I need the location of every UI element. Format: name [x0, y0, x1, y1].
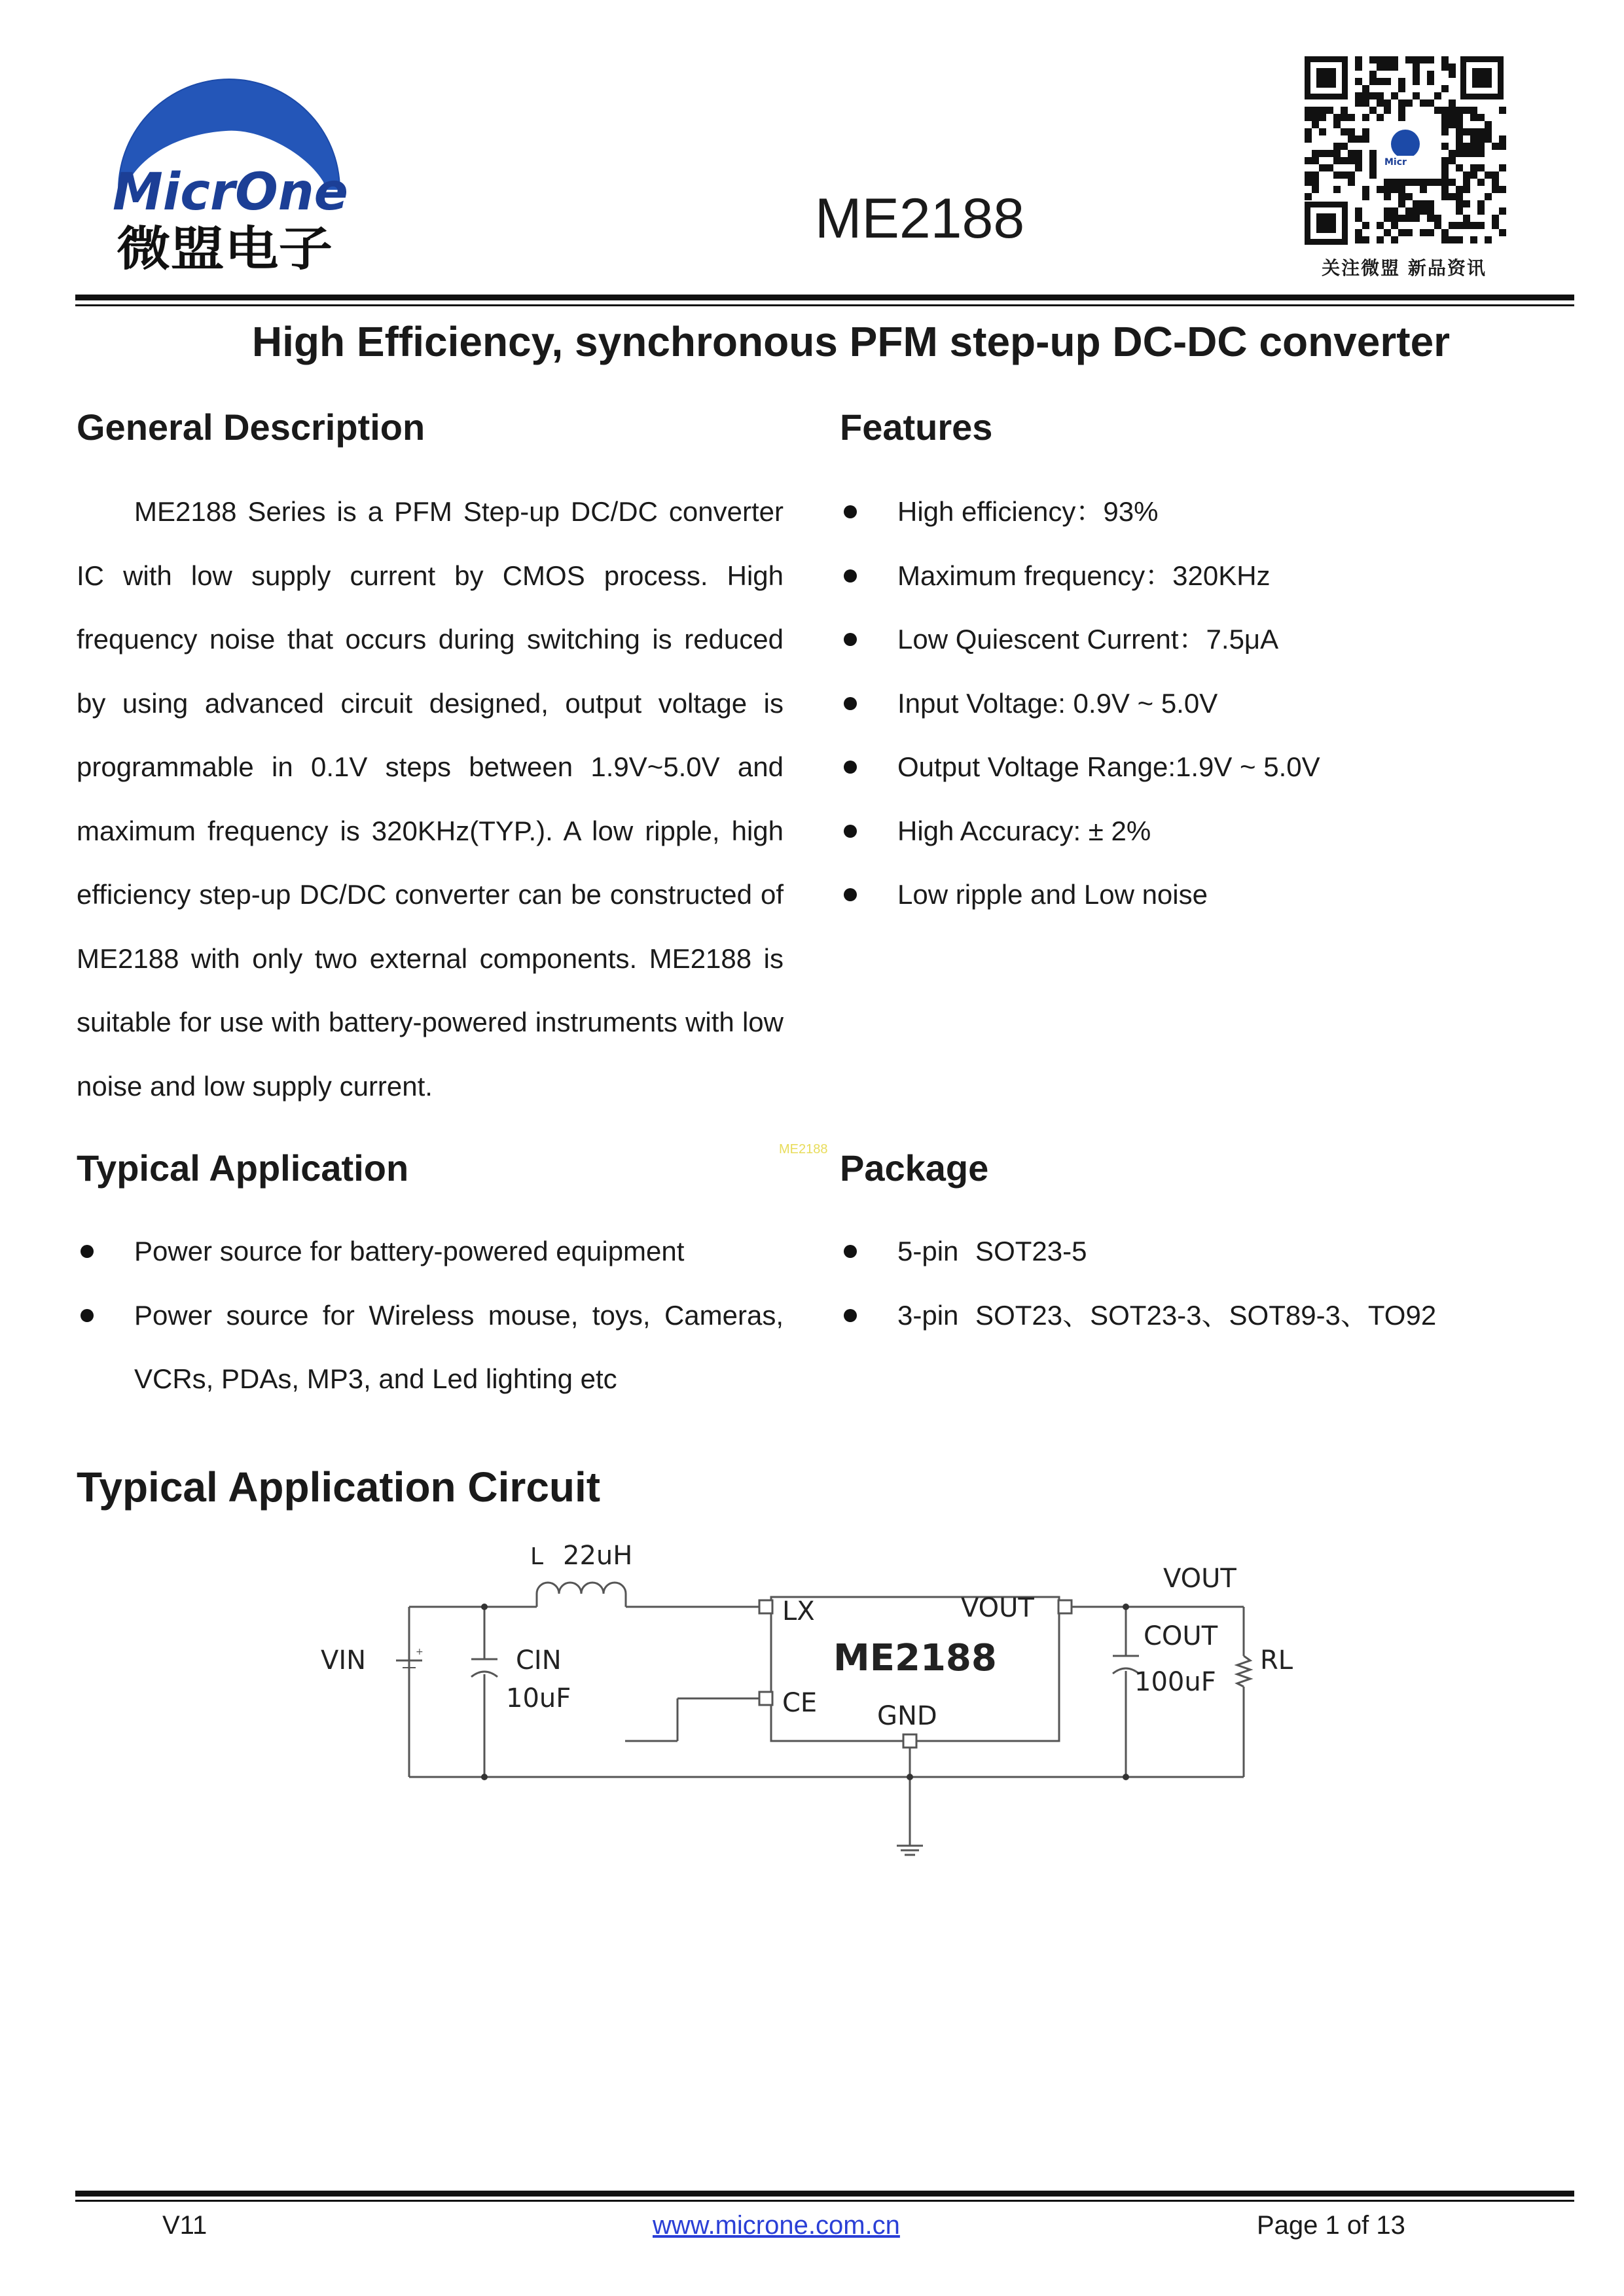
general-description-body	[77, 480, 784, 1118]
typical-application-heading: Typical Application	[77, 1147, 409, 1189]
bullet-icon	[844, 825, 857, 838]
package-list	[840, 1219, 1593, 1347]
features-heading: Features	[840, 406, 993, 448]
package-heading: Package	[840, 1147, 989, 1189]
label-rl: RL	[1260, 1645, 1293, 1676]
label-inductor: L	[530, 1543, 544, 1570]
bullet-icon	[844, 1245, 857, 1258]
label-vout: VOUT	[1163, 1564, 1236, 1594]
footer-version: V11	[162, 2211, 208, 2240]
label-inductor-value: 22uH	[563, 1541, 633, 1571]
bullet-icon	[844, 505, 857, 518]
label-cout-value: 100uF	[1134, 1667, 1216, 1697]
general-description-heading: General Description	[77, 406, 425, 448]
pin-ce-label: CE	[782, 1688, 818, 1718]
qr-caption: 关注微盟 新品资讯	[1322, 257, 1487, 279]
label-cout: COUT	[1144, 1621, 1218, 1651]
bullet-icon	[844, 1309, 857, 1322]
chip-label: ME2188	[833, 1637, 997, 1679]
bullet-icon	[844, 888, 857, 901]
application-circuit-diagram	[308, 1532, 1329, 1878]
package-item: 3-pin SOT23、SOT23-3、SOT89-3、TO92	[840, 1283, 1593, 1348]
label-vin: VIN	[321, 1645, 367, 1676]
doc-code: ME2188	[814, 187, 1025, 250]
pin-lx-label: LX	[782, 1596, 815, 1626]
svg-text:Micr: Micr	[1384, 157, 1407, 168]
microne-logo	[98, 59, 360, 281]
feature-item: Input Voltage: 0.9V ~ 5.0V	[840, 672, 1593, 736]
logo-brand-text: MicrOne	[113, 163, 348, 222]
header-rule-thick	[75, 295, 1574, 300]
package-item: 5-pin SOT23-5	[840, 1219, 1593, 1283]
faint-watermark-text: ME2188	[779, 1142, 828, 1157]
bullet-icon	[81, 1245, 94, 1258]
footer-website-link[interactable]: www.microne.com.cn	[653, 2211, 900, 2240]
logo-chinese-text: 微盟电子	[117, 221, 333, 276]
label-cin: CIN	[516, 1645, 562, 1676]
bullet-icon	[844, 569, 857, 583]
feature-item: Low ripple and Low noise	[840, 863, 1593, 927]
qr-code-image	[1299, 52, 1509, 249]
bullet-icon	[844, 761, 857, 774]
svg-text:+: +	[416, 1647, 424, 1657]
bullet-icon	[844, 633, 857, 646]
footer-rule-thick	[75, 2191, 1574, 2197]
footer-rule-thin	[75, 2200, 1574, 2202]
general-description-text: ME2188 Series is a PFM Step-up DC/DC converter IC with low supply current by CMOS process. High frequency noise that occurs during switching is reduced by using advanced circuit designed, output voltage is programmable in 0.1V steps between 1.9V~5.0V and maximum frequency is 320KHz(TYP.). A low ripple, high efficiency step-up DC/DC converter can be constructed of ME2188 with only two external components. ME2188 is suitable for use with battery-powered instruments with low noise and low supply current.	[77, 496, 784, 1102]
features-list	[840, 480, 1593, 927]
pin-vout-label: VOUT	[961, 1593, 1034, 1623]
feature-item: Low Quiescent Current：7.5μA	[840, 607, 1593, 672]
bullet-icon	[81, 1309, 94, 1322]
label-cin-value: 10uF	[506, 1683, 571, 1713]
feature-item: High Accuracy: ± 2%	[840, 799, 1593, 863]
header-rule-thin	[75, 304, 1574, 306]
footer-page-number: Page 1 of 13	[1257, 2211, 1405, 2240]
page-title: High Efficiency, synchronous PFM step-up DC-DC converter	[251, 318, 1451, 365]
typical-application-list	[77, 1219, 784, 1411]
feature-item: High efficiency：93%	[840, 480, 1593, 544]
bullet-icon	[844, 697, 857, 710]
circuit-heading: Typical Application Circuit	[77, 1463, 601, 1511]
feature-item: Output Voltage Range:1.9V ~ 5.0V	[840, 735, 1593, 799]
feature-item: Maximum frequency：320KHz	[840, 544, 1593, 608]
pin-gnd-label: GND	[877, 1701, 937, 1731]
application-item: Power source for Wireless mouse, toys, Cameras, VCRs, PDAs, MP3, and Led lighting etc	[77, 1283, 784, 1411]
application-item: Power source for battery-powered equipment	[77, 1219, 784, 1283]
